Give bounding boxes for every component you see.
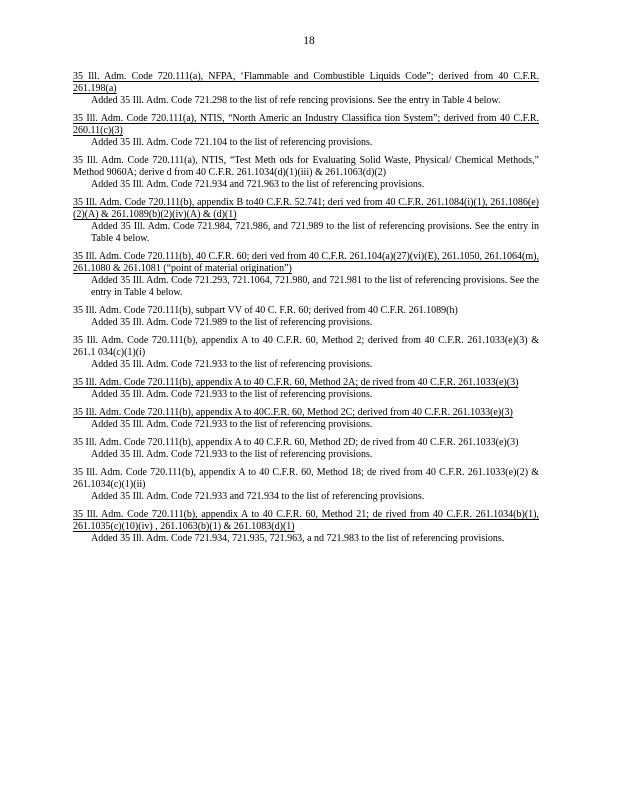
entry-note: Added 35 Ill. Adm. Code 721.933 and 721.934 to the list of referencing provisions. — [91, 491, 425, 502]
entry-citation: 35 Ill. Adm. Code 720.111(a), NFPA, ‘Flammable and Combustible Liquids Code”; derived from 40 C.F.R. 261.198(a) — [73, 71, 539, 94]
entry-citation: 35 Ill. Adm. Code 720.111(a), NTIS, “North Americ an Industry Classifica tion System”; derived from 40 C.F.R. 260.11(c)(3) — [73, 113, 539, 136]
entry-citation: 35 Ill. Adm. Code 720.111(b), appendix A to 40 C.F.R. 60, Method 21; de rived from 40 C.F.R. 261.1034(b)(1), 261.1035(c)(10)(iv) , 261.1063(b)(1) & 261.1083(d)(1) — [73, 509, 539, 532]
entry-citation: 35 Ill. Adm. Code 720.111(b), appendix A to 40 C.F.R. 60, Method 18; de rived from 40 C.F.R. 261.1033(e)(2) & 261.1034(c)(1)(ii) — [73, 467, 539, 490]
entry-note: Added 35 Ill. Adm. Code 721.933 to the list of referencing provisions. — [91, 419, 373, 430]
reference-entry — [73, 377, 539, 401]
entry-note: Added 35 Ill. Adm. Code 721.298 to the list of refe rencing provisions. See the entry in Table 4 below. — [91, 95, 501, 106]
reference-entry — [73, 407, 539, 431]
entry-note: Added 35 Ill. Adm. Code 721.934, 721.935, 721.963, a nd 721.983 to the list of referencing provisions. — [91, 533, 505, 544]
reference-entry — [73, 155, 539, 191]
entry-note: Added 35 Ill. Adm. Code 721.933 to the list of referencing provisions. — [91, 389, 373, 400]
entry-citation: 35 Ill. Adm. Code 720.111(b), appendix A to 40C.F.R. 60, Method 2C; derived from 40 C.F.R. 261.1033(e)(3) — [73, 407, 513, 418]
entry-note: Added 35 Ill. Adm. Code 721.989 to the list of referencing provisions. — [91, 317, 373, 328]
page-number: 18 — [303, 35, 315, 47]
reference-entry — [73, 305, 539, 329]
entry-note: Added 35 Ill. Adm. Code 721.293, 721.1064, 721.980, and 721.981 to the list of referencing provisions. See the entry in Table 4 below. — [91, 275, 539, 298]
entry-citation: 35 Ill. Adm. Code 720.111(b), appendix A to 40 C.F.R. 60, Method 2; derived from 40 C.F.R. 261.1033(e)(3) & 261.1 034(c)(1)(i) — [73, 335, 539, 358]
reference-entry — [73, 509, 539, 545]
entry-citation: 35 Ill. Adm. Code 720.111(a), NTIS, “Test Meth ods for Evaluating Solid Waste, Physical/ Chemical Methods,” Method 9060A; derive d from 40 C.F.R. 261.1034(d)(1)(iii) & 261.1063(d)(2) — [73, 155, 539, 178]
entry-citation: 35 Ill. Adm. Code 720.111(b), appendix A to 40 C.F.R. 60, Method 2D; de rived from 40 C.F.R. 261.1033(e)(3) — [73, 437, 519, 448]
entry-note: Added 35 Ill. Adm. Code 721.104 to the list of referencing provisions. — [91, 137, 373, 148]
entry-citation: 35 Ill. Adm. Code 720.111(b), subpart VV of 40 C. F.R. 60; derived from 40 C.F.R. 261.1089(h) — [73, 305, 458, 316]
reference-entry — [73, 467, 539, 503]
reference-entry — [73, 71, 539, 107]
reference-entry — [73, 197, 539, 245]
reference-entry — [73, 437, 539, 461]
entry-note: Added 35 Ill. Adm. Code 721.933 to the list of referencing provisions. — [91, 449, 373, 460]
entry-note: Added 35 Ill. Adm. Code 721.933 to the list of referencing provisions. — [91, 359, 373, 370]
reference-entry — [73, 251, 539, 299]
reference-entry — [73, 335, 539, 371]
entry-note: Added 35 Ill. Adm. Code 721.934 and 721.963 to the list of referencing provisions. — [91, 179, 425, 190]
entry-citation: 35 Ill. Adm. Code 720.111(b), appendix A to 40 C.F.R. 60, Method 2A; de rived from 40 C.F.R. 261.1033(e)(3) — [73, 377, 519, 388]
reference-entry — [73, 113, 539, 149]
entry-note: Added 35 Ill. Adm. Code 721.984, 721.986, and 721.989 to the list of referencing provisions. See the entry in Table 4 below. — [91, 221, 539, 244]
document-body — [73, 71, 539, 551]
entry-citation: 35 Ill. Adm. Code 720.111(b), appendix B to40 C.F.R. 52.741; deri ved from 40 C.F.R. 261.1084(i)(1), 261.1086(e)(2)(A) & 261.1089(b)(2)(iv)(A) & (d)(1) — [73, 197, 539, 220]
entry-citation: 35 Ill. Adm. Code 720.111(b), 40 C.F.R. 60; deri ved from 40 C.F.R. 261.104(a)(27)(vi)(E), 261.1050, 261.1064(m), 261.1080 & 261.1081 (“point of material origination”) — [73, 251, 539, 274]
